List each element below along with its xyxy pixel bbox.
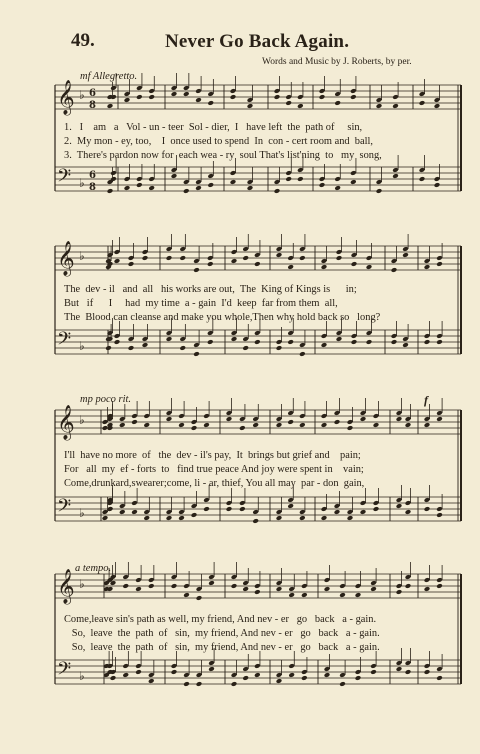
- flat-icon: ♭: [79, 506, 85, 520]
- notehead: [321, 342, 328, 348]
- notehead: [276, 515, 283, 521]
- notehead: [203, 506, 210, 512]
- notehead: [239, 425, 246, 431]
- notehead: [436, 583, 443, 589]
- notehead: [392, 173, 399, 179]
- notehead: [142, 255, 149, 261]
- notehead: [178, 422, 185, 428]
- treble-clef-icon: 𝄞: [57, 241, 75, 276]
- notehead: [405, 583, 412, 589]
- notehead: [208, 666, 215, 672]
- tempo-marking-a-tempo: a tempo.: [75, 563, 112, 574]
- hymn-credit: Words and Music by J. Roberts, by per.: [262, 57, 412, 67]
- notehead: [405, 669, 412, 675]
- dynamic-forte: f: [424, 393, 428, 407]
- notehead: [193, 351, 200, 357]
- hymn-title: Never Go Back Again.: [165, 31, 350, 52]
- lyric-line: I'll have no more of the dev - il's pay, It brings but grief and pain;: [64, 450, 361, 461]
- notehead: [230, 179, 237, 185]
- lyric-line: So, leave the path of sin, my friend, And nev - er go back a - gain.: [64, 628, 380, 639]
- notehead: [135, 586, 142, 592]
- notehead: [336, 336, 343, 342]
- notehead: [274, 94, 281, 100]
- notehead: [274, 188, 281, 194]
- notehead: [288, 592, 295, 598]
- notehead: [360, 509, 367, 515]
- notehead: [299, 255, 306, 261]
- notehead: [226, 506, 233, 512]
- notehead: [247, 103, 254, 109]
- hymn-number: 49.: [71, 30, 95, 51]
- notehead: [285, 176, 292, 182]
- notehead: [124, 97, 131, 103]
- notehead: [107, 103, 114, 109]
- notehead: [142, 342, 149, 348]
- notehead: [226, 416, 233, 422]
- notehead: [242, 255, 249, 261]
- bass-clef-icon: 𝄢: [57, 496, 72, 521]
- notehead: [207, 339, 214, 345]
- notehead: [148, 678, 155, 684]
- notehead: [252, 422, 259, 428]
- notehead: [166, 515, 173, 521]
- time-signature-bottom: 8: [89, 100, 96, 111]
- notehead: [207, 182, 214, 188]
- flat-icon: ♭: [79, 249, 85, 263]
- notehead: [166, 255, 173, 261]
- lyric-line: Come,drunkard,swearer;come, li - ar, thief, You all may par - don gain,: [64, 478, 365, 489]
- notehead: [424, 339, 431, 345]
- flat-icon: ♭: [79, 669, 85, 683]
- notehead: [287, 419, 294, 425]
- notehead: [396, 666, 403, 672]
- lyric-line: 1. I am a Vol - un - teer Sol - dier, I have left the path of sin,: [64, 122, 363, 133]
- notehead: [135, 669, 142, 675]
- notehead: [334, 185, 341, 191]
- notehead: [434, 103, 441, 109]
- notehead: [339, 592, 346, 598]
- notehead: [276, 678, 283, 684]
- notehead: [183, 681, 190, 687]
- notehead: [193, 267, 200, 273]
- notehead: [242, 675, 249, 681]
- tempo-marking-poco-rit: mp poco rit.: [80, 394, 132, 405]
- notehead: [143, 422, 150, 428]
- notehead: [102, 425, 109, 431]
- notehead: [171, 173, 178, 179]
- notehead: [128, 345, 135, 351]
- notehead: [436, 512, 443, 518]
- notehead: [166, 416, 173, 422]
- notehead: [392, 103, 399, 109]
- notehead: [114, 339, 121, 345]
- notehead: [254, 589, 261, 595]
- lyric-line: The dev - il and all his works are out, The King of Kings is in;: [64, 284, 357, 295]
- notehead: [319, 182, 326, 188]
- lyric-line: But if I had my time a - gain I'd keep far from them all,: [64, 298, 338, 309]
- notehead: [107, 188, 114, 194]
- notehead: [419, 176, 426, 182]
- time-signature-top: 6: [89, 170, 96, 181]
- notehead: [373, 506, 380, 512]
- notehead: [136, 182, 143, 188]
- treble-clef-icon: 𝄞: [57, 80, 75, 115]
- notehead: [105, 345, 112, 351]
- notehead: [183, 188, 190, 194]
- notehead: [297, 103, 304, 109]
- lyric-line: For all my ef - forts to find true peace And joy were spent in vain;: [64, 464, 364, 475]
- notehead: [373, 422, 380, 428]
- notehead: [178, 515, 185, 521]
- notehead: [276, 252, 283, 258]
- notehead: [122, 583, 129, 589]
- notehead: [287, 339, 294, 345]
- notehead: [231, 583, 238, 589]
- notehead: [254, 261, 261, 267]
- notehead: [366, 264, 373, 270]
- notehead: [254, 672, 261, 678]
- notehead: [355, 675, 362, 681]
- flat-icon: ♭: [79, 577, 85, 591]
- notehead: [376, 188, 383, 194]
- notehead: [402, 252, 409, 258]
- notehead: [355, 592, 362, 598]
- notehead: [321, 264, 328, 270]
- notehead: [402, 342, 409, 348]
- notehead: [434, 182, 441, 188]
- notehead: [203, 422, 210, 428]
- treble-clef-icon: 𝄞: [57, 569, 75, 604]
- notehead: [319, 94, 326, 100]
- notehead: [208, 580, 215, 586]
- notehead: [191, 425, 198, 431]
- notehead: [370, 669, 377, 675]
- notehead: [102, 515, 109, 521]
- lyric-line: The Blood can cleanse and make you whole,Then why hold back so long?: [64, 312, 381, 323]
- notehead: [195, 185, 202, 191]
- notehead: [148, 94, 155, 100]
- notehead: [396, 503, 403, 509]
- notehead: [334, 509, 341, 515]
- lyric-line: So, leave the path of sin, my friend, And nev - er go back a - gain.: [64, 642, 380, 653]
- lyric-line: Come,leave sin's path as well, my friend, And nev - er go back a - gain.: [64, 614, 377, 625]
- notehead: [436, 339, 443, 345]
- notehead: [336, 255, 343, 261]
- notehead: [128, 261, 135, 267]
- notehead: [131, 419, 138, 425]
- notehead: [376, 103, 383, 109]
- notehead: [124, 185, 131, 191]
- notehead: [143, 515, 150, 521]
- notehead: [301, 675, 308, 681]
- notehead: [254, 339, 261, 345]
- notehead: [334, 419, 341, 425]
- notehead: [230, 94, 237, 100]
- flat-icon: ♭: [79, 413, 85, 427]
- notehead: [396, 589, 403, 595]
- notehead: [207, 261, 214, 267]
- notehead: [424, 264, 431, 270]
- notehead: [179, 255, 186, 261]
- notehead: [350, 179, 357, 185]
- notehead: [179, 345, 186, 351]
- flat-icon: ♭: [79, 176, 85, 190]
- notehead: [242, 345, 249, 351]
- notehead: [110, 675, 117, 681]
- notehead: [334, 100, 341, 106]
- notehead: [391, 267, 398, 273]
- notehead: [299, 422, 306, 428]
- notehead: [166, 336, 173, 342]
- notehead: [131, 509, 138, 515]
- notehead: [287, 503, 294, 509]
- notehead: [370, 586, 377, 592]
- tempo-marking-allegretto: mf Allegretto.: [80, 71, 138, 82]
- notehead: [287, 264, 294, 270]
- time-signature-top: 6: [89, 88, 96, 99]
- notehead: [119, 422, 126, 428]
- notehead: [276, 345, 283, 351]
- notehead: [231, 681, 238, 687]
- notehead: [231, 336, 238, 342]
- lyric-line: 3. There's pardon now for each wea - ry soul That's list'ning to my song,: [64, 150, 382, 161]
- notehead: [285, 100, 292, 106]
- notehead: [183, 91, 190, 97]
- notehead: [196, 681, 203, 687]
- notehead: [436, 675, 443, 681]
- bass-clef-icon: 𝄢: [57, 166, 72, 191]
- notehead: [347, 425, 354, 431]
- notehead: [171, 583, 178, 589]
- notehead: [247, 185, 254, 191]
- notehead: [424, 506, 431, 512]
- time-signature-bottom: 8: [89, 182, 96, 193]
- notehead: [297, 176, 304, 182]
- notehead: [239, 506, 246, 512]
- notehead: [196, 595, 203, 601]
- notehead: [301, 592, 308, 598]
- notehead: [405, 509, 412, 515]
- flat-icon: ♭: [79, 88, 85, 102]
- bass-clef-icon: 𝄢: [57, 329, 72, 354]
- notehead: [231, 258, 238, 264]
- notehead: [424, 669, 431, 675]
- notehead: [391, 339, 398, 345]
- bass-clef-icon: 𝄢: [57, 659, 72, 684]
- notehead: [436, 416, 443, 422]
- notehead: [321, 422, 328, 428]
- notehead: [347, 515, 354, 521]
- notehead: [351, 339, 358, 345]
- notehead: [396, 416, 403, 422]
- flat-icon: ♭: [79, 339, 85, 353]
- notehead: [276, 422, 283, 428]
- notehead: [424, 586, 431, 592]
- notehead: [148, 583, 155, 589]
- notehead: [119, 509, 126, 515]
- notehead: [171, 669, 178, 675]
- notehead: [405, 422, 412, 428]
- notehead: [339, 681, 346, 687]
- notehead: [136, 94, 143, 100]
- notehead: [288, 672, 295, 678]
- notehead: [360, 416, 367, 422]
- notehead: [183, 592, 190, 598]
- notehead: [171, 91, 178, 97]
- notehead: [299, 351, 306, 357]
- notehead: [191, 512, 198, 518]
- notehead: [195, 97, 202, 103]
- lyric-line: 2. My mon - ey, too, I once used to spend In con - cert room and ball,: [64, 136, 373, 147]
- notehead: [207, 100, 214, 106]
- notehead: [419, 100, 426, 106]
- notehead: [351, 261, 358, 267]
- notehead: [324, 672, 331, 678]
- notehead: [436, 261, 443, 267]
- notehead: [242, 586, 249, 592]
- notehead: [366, 339, 373, 345]
- notehead: [321, 515, 328, 521]
- notehead: [350, 94, 357, 100]
- notehead: [424, 422, 431, 428]
- notehead: [148, 185, 155, 191]
- notehead: [252, 518, 259, 524]
- notehead: [122, 672, 129, 678]
- notehead: [276, 586, 283, 592]
- notehead: [299, 515, 306, 521]
- treble-clef-icon: 𝄞: [57, 405, 75, 440]
- notehead: [114, 258, 121, 264]
- notehead: [324, 586, 331, 592]
